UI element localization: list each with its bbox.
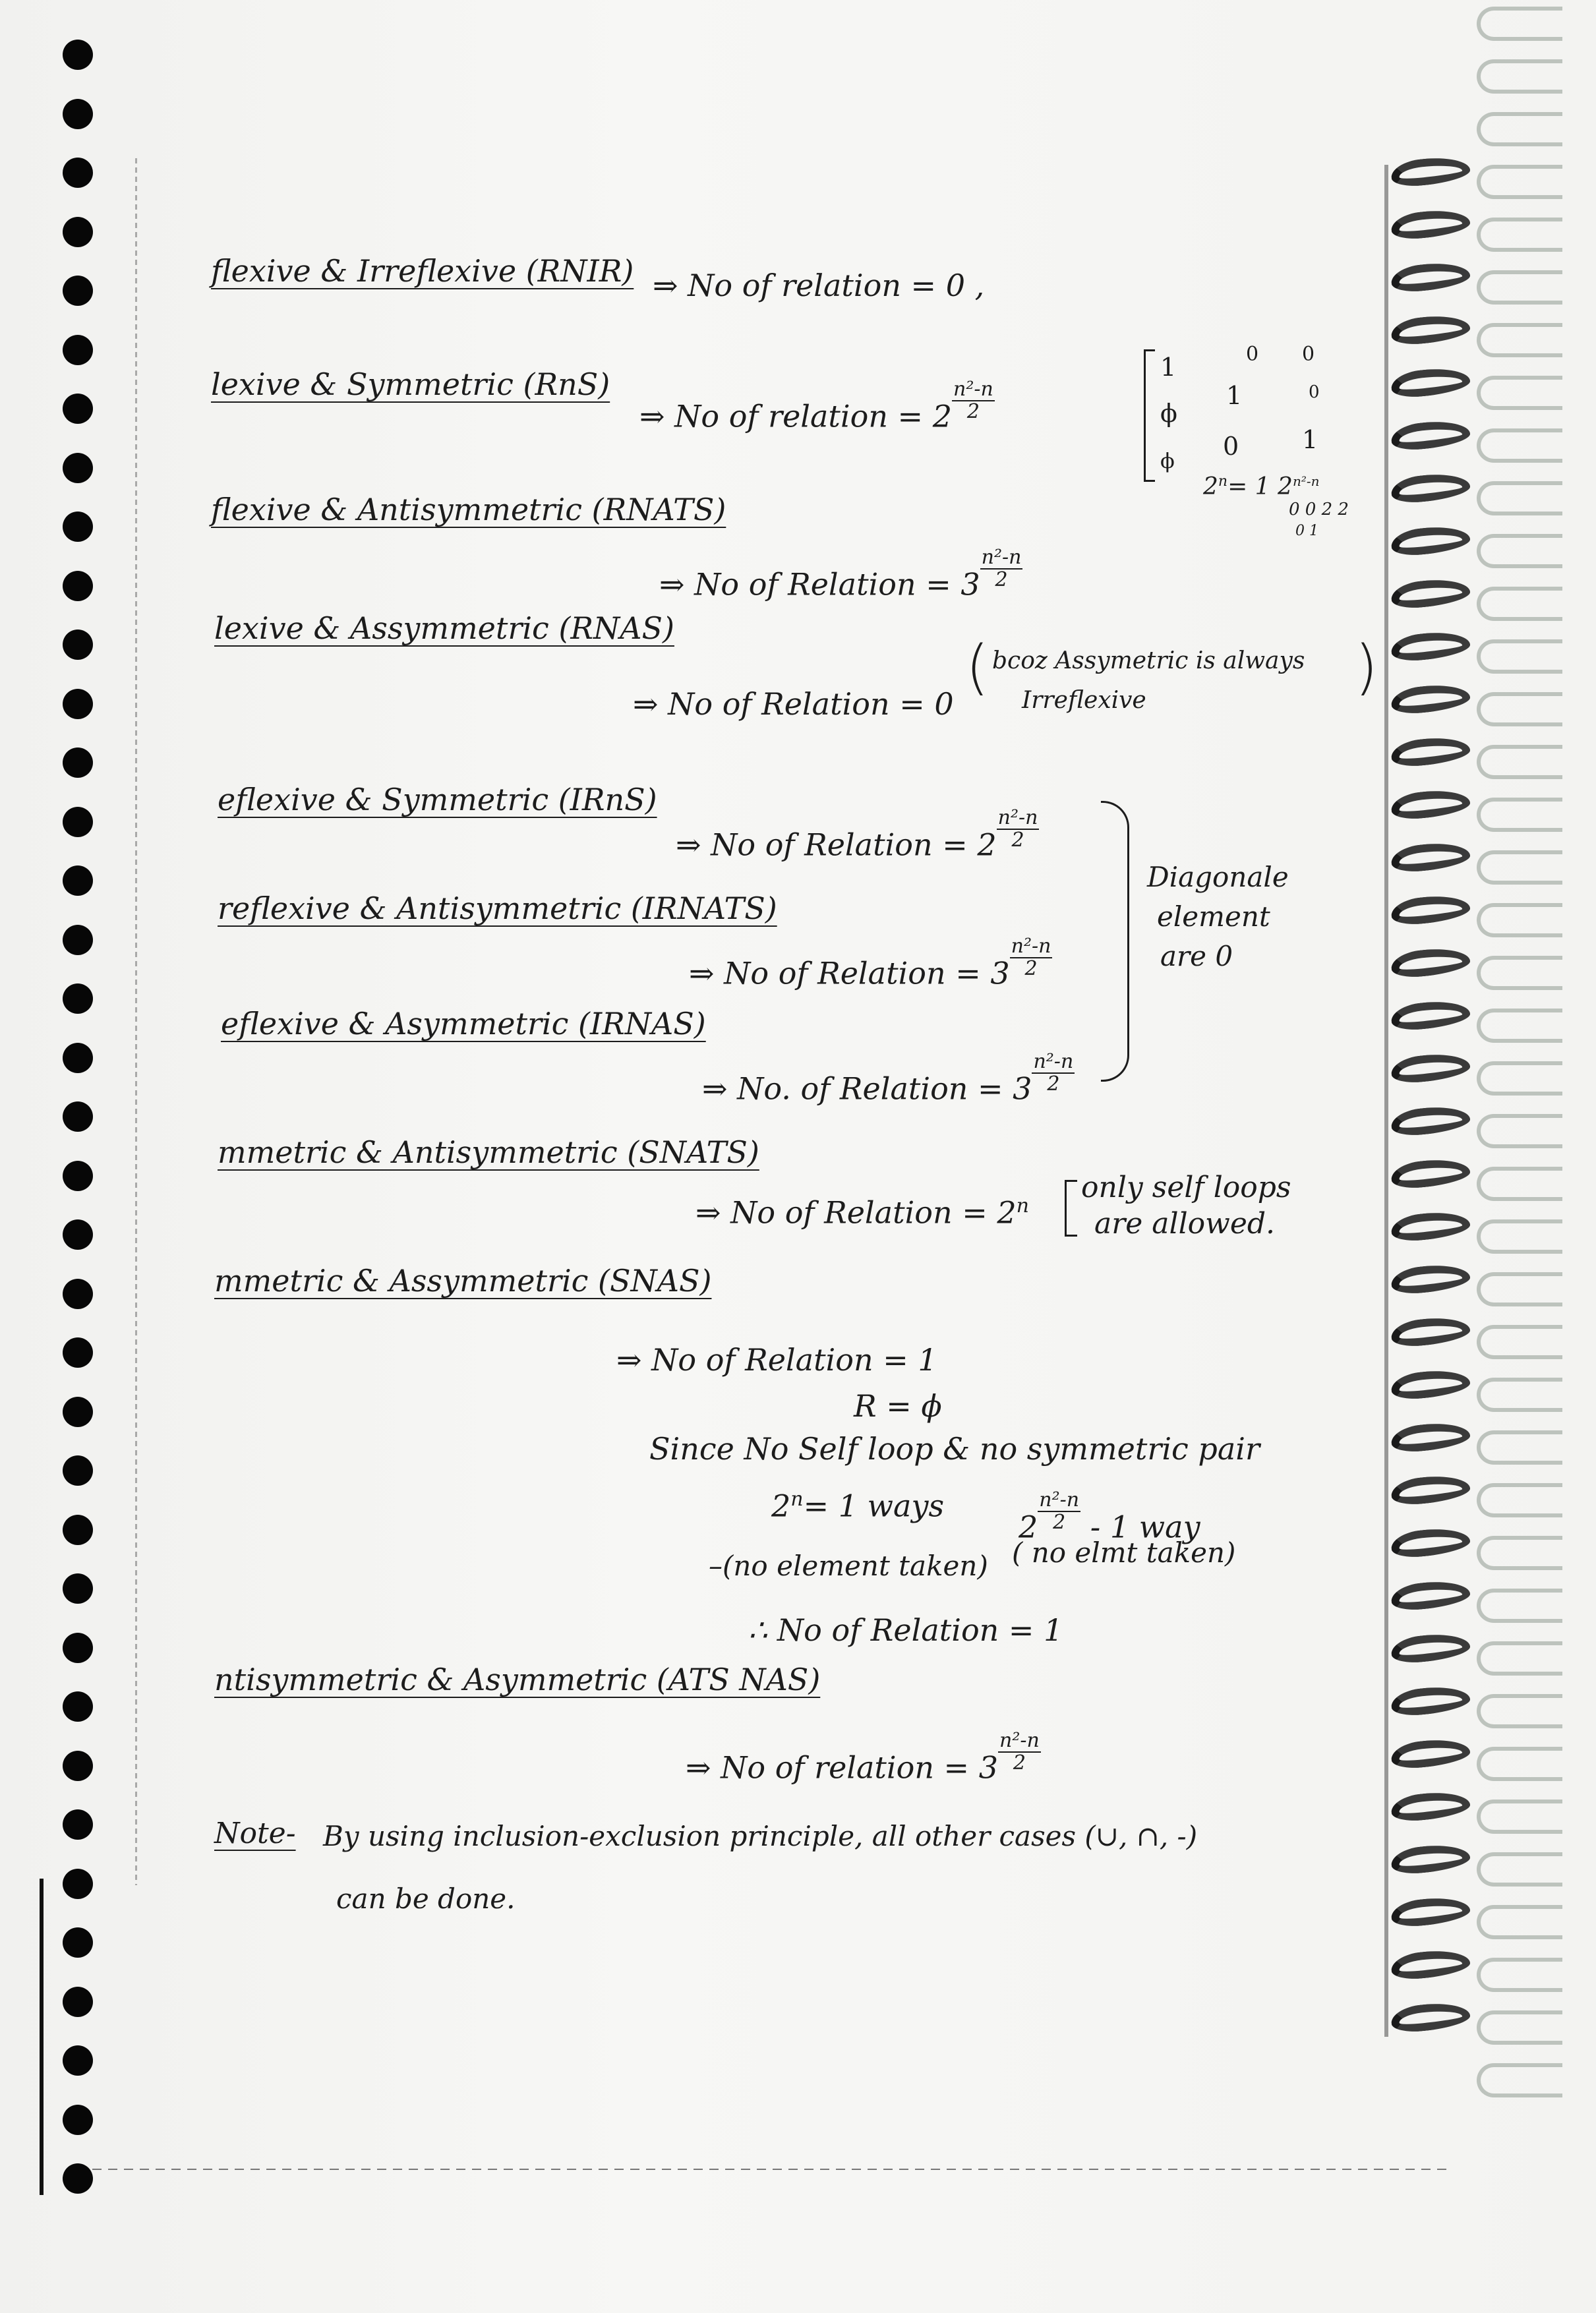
matrix-note: $2^n= 1$ $2^{n^2-n}$: [1203, 473, 1320, 500]
spiral-coil: [1390, 154, 1471, 189]
note-line: can be done.: [336, 1883, 516, 1915]
heading-irreflexive-asymmetric: eflexive & Asymmetric (IRNAS): [221, 1006, 706, 1041]
punch-hole: [63, 807, 93, 837]
punch-hole: [63, 571, 93, 601]
punch-hole: [63, 1809, 93, 1840]
punch-hole: [63, 394, 93, 424]
therefore-line: ∴ No of Relation = 1: [748, 1612, 1063, 1648]
spiral-ring: [1477, 1958, 1562, 1992]
formula-symmetric-asymmetric: ⇒ No of Relation = 1: [616, 1342, 937, 1378]
spiral-coil: [1390, 629, 1471, 663]
punch-hole: [63, 1397, 93, 1427]
spiral-ring: [1477, 2010, 1562, 2045]
punch-hole: [63, 1869, 93, 1899]
spiral-ring: [1477, 112, 1562, 146]
punch-hole: [63, 1751, 93, 1781]
punch-hole: [63, 1219, 93, 1250]
punch-hole: [63, 1043, 93, 1073]
self-loop-note: only self loops: [1081, 1171, 1291, 1204]
formula-irreflexive-antisymmetric: ⇒ No of Relation = 3 $\frac{\text{n²-n}}{2}$: [689, 935, 1051, 991]
spiral-binding: [1378, 158, 1595, 2307]
spiral-coil: [1390, 1842, 1471, 1876]
spiral-coil: [1390, 1314, 1471, 1349]
spiral-ring: [1477, 798, 1562, 832]
spiral-coil: [1390, 734, 1471, 769]
spiral-coil: [1390, 840, 1471, 874]
spiral-coil: [1390, 1051, 1471, 1085]
spiral-coil: [1390, 1525, 1471, 1560]
spiral-ring: [1477, 692, 1562, 726]
punch-hole: [63, 1927, 93, 1958]
spiral-ring: [1477, 1009, 1562, 1043]
formula-symmetric-antisymmetric: ⇒ No of Relation = $2^n$: [695, 1194, 1029, 1231]
punch-hole: [63, 689, 93, 719]
punch-hole: [63, 158, 93, 188]
spiral-ring: [1477, 903, 1562, 937]
punch-hole: [63, 1161, 93, 1191]
heading-reflexive-asymmetric: lexive & Assymmetric (RNAS): [214, 610, 674, 646]
bottom-rule: [92, 2169, 1450, 2170]
punch-hole: [63, 2163, 93, 2194]
punch-hole: [63, 1515, 93, 1545]
heading-symmetric-antisymmetric: mmetric & Antisymmetric (SNATS): [218, 1134, 759, 1170]
punch-hole: [63, 276, 93, 306]
spiral-coil: [1390, 1262, 1471, 1296]
punch-hole: [63, 40, 93, 70]
spiral-coil: [1390, 523, 1471, 558]
spiral-coil: [1390, 1103, 1471, 1138]
formula-reflexive-asymmetric: ⇒ No of Relation = 0: [633, 686, 954, 722]
spiral-coil: [1390, 1420, 1471, 1454]
spiral-ring: [1477, 323, 1562, 357]
diagonal-note: Diagonale: [1147, 861, 1289, 893]
spiral-coil: [1390, 1209, 1471, 1243]
since-line: Since No Self loop & no symmetric pair: [649, 1431, 1260, 1467]
matrix-cell: 1: [1160, 353, 1177, 382]
spiral-ring: [1477, 1325, 1562, 1359]
punch-hole: [63, 747, 93, 778]
spiral-ring: [1477, 850, 1562, 885]
punch-hole: [63, 1279, 93, 1309]
punched-holes: [63, 40, 96, 2281]
spiral-coil: [1390, 1473, 1471, 1507]
formula-reflexive-irreflexive: ⇒ No of relation = 0 ,: [653, 268, 985, 303]
matrix-note: 0 0 2 2: [1289, 500, 1349, 519]
spiral-ring: [1477, 165, 1562, 199]
punch-hole: [63, 2045, 93, 2076]
spiral-coil: [1390, 2000, 1471, 2034]
punch-hole: [63, 865, 93, 896]
matrix-cell: 0: [1223, 432, 1239, 461]
spiral-coil: [1390, 207, 1471, 241]
punch-hole: [63, 983, 93, 1014]
heading-reflexive-symmetric: lexive & Symmetric (RnS): [211, 366, 610, 402]
spiral-coil: [1390, 893, 1471, 927]
ways-right: 2 $\frac{\text{n²-n}}{2}$ - 1 way: [1019, 1488, 1200, 1545]
punch-hole: [63, 1455, 93, 1486]
heading-symmetric-asymmetric: mmetric & Assymmetric (SNAS): [214, 1263, 712, 1299]
spiral-ring: [1477, 1747, 1562, 1781]
punch-hole: [63, 1573, 93, 1604]
note-paren-close: ): [1355, 633, 1378, 702]
brace: [1101, 801, 1129, 1082]
formula-irreflexive-symmetric: ⇒ No of Relation = 2 $\frac{\text{n²-n}}{2}$: [676, 806, 1038, 863]
spiral-coil: [1390, 312, 1471, 347]
note-paren-open: (: [966, 633, 990, 702]
heading-irreflexive-antisymmetric: reflexive & Antisymmetric (IRNATS): [218, 891, 777, 926]
punch-hole: [63, 1337, 93, 1368]
formula-reflexive-symmetric: ⇒ No of relation = 2 $\frac{\text{n²-n}}{2}$: [639, 378, 993, 434]
spiral-ring: [1477, 1430, 1562, 1465]
matrix-cell: ϕ: [1160, 399, 1177, 428]
spiral-ring: [1477, 1852, 1562, 1887]
page-edge: [40, 1879, 44, 2195]
spiral-ring: [1477, 1589, 1562, 1623]
spiral-ring: [1477, 1905, 1562, 1939]
spiral-ring: [1477, 376, 1562, 410]
matrix-cell: ϕ: [1160, 448, 1175, 473]
spiral-coil: [1390, 1578, 1471, 1612]
matrix-note: 0 1: [1295, 523, 1318, 539]
spiral-ring: [1477, 1272, 1562, 1306]
spiral-coil: [1390, 682, 1471, 716]
ways-left: $2^n= 1$ ways: [771, 1488, 945, 1524]
punch-hole: [63, 1691, 93, 1722]
punch-hole: [63, 2105, 93, 2135]
formula-irreflexive-asymmetric: ⇒ No. of Relation = 3 $\frac{\text{n²-n}}{2}$: [702, 1050, 1074, 1107]
note-label: Note-: [214, 1817, 296, 1850]
spiral-coil: [1390, 365, 1471, 399]
spiral-coil: [1390, 418, 1471, 452]
spiral-ring: [1477, 956, 1562, 990]
punch-hole: [63, 512, 93, 542]
punch-hole: [63, 453, 93, 483]
spiral-coil: [1390, 1156, 1471, 1190]
spiral-ring: [1477, 1483, 1562, 1517]
spiral-ring: [1477, 218, 1562, 252]
spiral-ring: [1477, 534, 1562, 568]
spiral-ring: [1477, 1378, 1562, 1412]
margin-line: [135, 158, 137, 1885]
no-element-right: ( no elmt taken): [1012, 1537, 1236, 1569]
matrix-cell: 1: [1302, 425, 1318, 454]
spiral-ring: [1477, 428, 1562, 463]
matrix-cell: 0: [1302, 343, 1315, 366]
spiral-ring: [1477, 639, 1562, 674]
diagonal-note: element: [1157, 900, 1270, 933]
spiral-coil: [1390, 1947, 1471, 1981]
spiral-ring: [1477, 7, 1562, 41]
spiral-ring: [1477, 1800, 1562, 1834]
asymmetric-note: Irreflexive: [1022, 687, 1146, 714]
matrix-bracket: [1144, 349, 1155, 482]
matrix-cell: 1: [1226, 381, 1243, 410]
spiral-ring: [1477, 1061, 1562, 1096]
heading-antisymmetric-asymmetric: ntisymmetric & Asymmetric (ATS NAS): [214, 1662, 821, 1697]
heading-reflexive-antisymmetric: flexive & Antisymmetric (RNATS): [211, 492, 726, 527]
spiral-coil: [1390, 260, 1471, 294]
spiral-coil: [1390, 1631, 1471, 1665]
spiral-coil: [1390, 787, 1471, 821]
spiral-ring: [1477, 1114, 1562, 1148]
spiral-ring: [1477, 1219, 1562, 1254]
spiral-ring: [1477, 1694, 1562, 1728]
spiral-coil: [1390, 576, 1471, 610]
spiral-coil: [1390, 471, 1471, 505]
spiral-ring: [1477, 1536, 1562, 1570]
spiral-coil: [1390, 1736, 1471, 1771]
matrix-cell: 0: [1309, 382, 1320, 402]
spiral-ring: [1477, 270, 1562, 305]
diagonal-note: are 0: [1160, 940, 1233, 972]
punch-hole: [63, 925, 93, 955]
spiral-ring: [1477, 59, 1562, 94]
formula-reflexive-antisymmetric: ⇒ No of Relation = 3 $\frac{\text{n²-n}}{2}$: [659, 546, 1022, 602]
matrix-cell: 0: [1246, 343, 1259, 366]
punch-hole: [63, 1101, 93, 1132]
punch-hole: [63, 217, 93, 247]
spiral-coil: [1390, 1789, 1471, 1823]
self-loop-note: are allowed.: [1094, 1207, 1276, 1241]
formula-antisymmetric-asymmetric: ⇒ No of relation = 3 $\frac{\text{n²-n}}{2}$: [686, 1729, 1040, 1786]
spiral-coil: [1390, 1367, 1471, 1401]
punch-hole: [63, 99, 93, 129]
spiral-ring: [1477, 587, 1562, 621]
heading-reflexive-irreflexive: flexive & Irreflexive (RNIR): [211, 253, 634, 289]
spiral-coil: [1390, 1684, 1471, 1718]
spiral-coil: [1390, 945, 1471, 980]
punch-hole: [63, 629, 93, 660]
punch-hole: [63, 1987, 93, 2017]
heading-irreflexive-symmetric: eflexive & Symmetric (IRnS): [218, 782, 657, 817]
r-empty-set: R = ϕ: [854, 1388, 942, 1424]
spiral-ring: [1477, 1641, 1562, 1676]
spiral-ring: [1477, 2063, 1562, 2097]
punch-hole: [63, 1633, 93, 1663]
spiral-ring: [1477, 1167, 1562, 1201]
asymmetric-note: bcoz Assymetric is always: [992, 647, 1305, 674]
spiral-ring: [1477, 481, 1562, 515]
spiral-coil: [1390, 998, 1471, 1032]
no-element-left: –(no element taken): [709, 1550, 988, 1582]
spiral-ring: [1477, 745, 1562, 779]
punch-hole: [63, 335, 93, 365]
note-line: By using inclusion-exclusion principle, all other cases (∪, ∩, -): [323, 1820, 1198, 1852]
note-bracket: [1065, 1180, 1077, 1237]
spiral-coil: [1390, 1894, 1471, 1929]
